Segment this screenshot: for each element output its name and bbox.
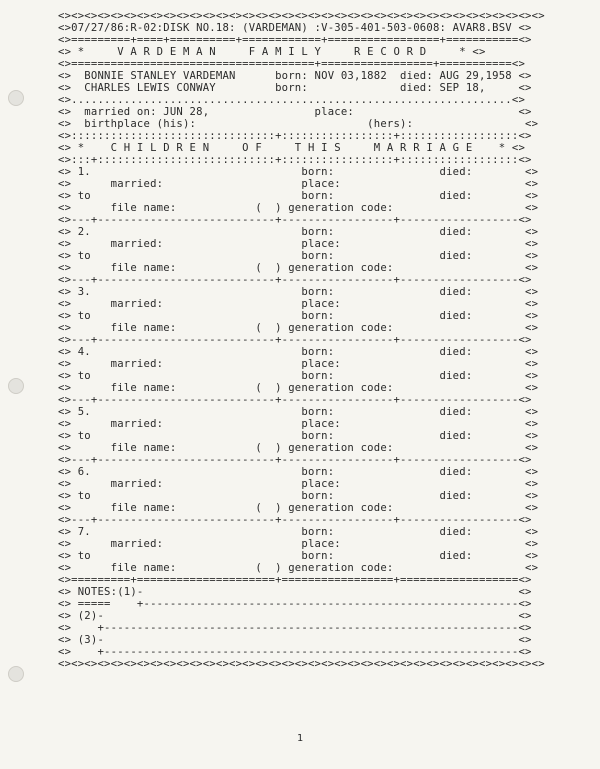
form-line: <> file name: ( ) generation code: <> [58, 502, 539, 514]
form-line: <> file name: ( ) generation code: <> [58, 262, 539, 274]
binder-hole-bottom [8, 666, 24, 682]
form-line: <> +---------------------------------------------------------------<> [58, 622, 532, 634]
form-line: <>---+---------------------------+-----------------+------------------<> [58, 334, 532, 346]
form-line: <>07/27/86:R-02:DISK NO.18: (VARDEMAN) :V-305-401-503-0608: AVAR8.BSV <> [58, 22, 532, 34]
form-line: <> to born: died: <> [58, 250, 539, 262]
form-line: <> ===== +---------------------------------------------------------<> [58, 598, 532, 610]
form-line: <>---+---------------------------+-----------------+------------------<> [58, 394, 532, 406]
form-line: <> file name: ( ) generation code: <> [58, 442, 539, 454]
form-line: <> to born: died: <> [58, 550, 539, 562]
form-line: <>---+---------------------------+-----------------+------------------<> [58, 214, 532, 226]
form-line: <> to born: died: <> [58, 370, 539, 382]
form-line: <>...................................................................<> [58, 94, 526, 106]
form-line: <> NOTES:(1)- <> [58, 586, 532, 598]
form-line: <>=========+=====================+=================+==================<> [58, 574, 532, 586]
form-line: <> 6. born: died: <> [58, 466, 539, 478]
form-line: <> birthplace (his): (hers): <> [58, 118, 539, 130]
form-line: <> * V A R D E M A N F A M I L Y R E C O R D * <> [58, 46, 486, 58]
page-number: 1 [296, 733, 304, 744]
form-line: <><><><><><><><><><><><><><><><><><><><><><><><><><><><><><><><><><><><><> [58, 10, 545, 22]
form-line: <>:::+:::::::::::::::::::::::::::+:::::::::::::::::+::::::::::::::::::<> [58, 154, 532, 166]
form-line: <>:::::::::::::::::::::::::::::::+:::::::::::::::::+::::::::::::::::::<> [58, 130, 532, 142]
form-line: <> to born: died: <> [58, 490, 539, 502]
form-line: <> to born: died: <> [58, 430, 539, 442]
form-line: <>=====================================+=================+===========<> [58, 58, 526, 70]
form-line: <> married: place: <> [58, 178, 539, 190]
form-line: <> CHARLES LEWIS CONWAY born: died: SEP 18, <> [58, 82, 532, 94]
form-line: <> (2)- <> [58, 610, 532, 622]
form-line: <> BONNIE STANLEY VARDEMAN born: NOV 03,1882 died: AUG 29,1958 <> [58, 70, 532, 82]
form-line: <> married: place: <> [58, 538, 539, 550]
binder-hole-top [8, 90, 24, 106]
form-line: <> file name: ( ) generation code: <> [58, 382, 539, 394]
form-line: <> 7. born: died: <> [58, 526, 539, 538]
binder-hole-middle [8, 378, 24, 394]
form-line: <> * C H I L D R E N O F T H I S M A R R I A G E * <> [58, 142, 526, 154]
form-line: <> married on: JUN 28, place: <> [58, 106, 532, 118]
form-line: <> 5. born: died: <> [58, 406, 539, 418]
form-line: <> married: place: <> [58, 418, 539, 430]
form-line: <> to born: died: <> [58, 310, 539, 322]
form-line: <><><><><><><><><><><><><><><><><><><><><><><><><><><><><><><><><><><><><> [58, 658, 545, 670]
form-line: <> file name: ( ) generation code: <> [58, 322, 539, 334]
form-line: <> file name: ( ) generation code: <> [58, 202, 539, 214]
form-line: <> 2. born: died: <> [58, 226, 539, 238]
form-line: <> 1. born: died: <> [58, 166, 539, 178]
form-line: <>=========+====+==========+============+=================+===========<> [58, 34, 532, 46]
form-line: <> married: place: <> [58, 238, 539, 250]
form-line: <> 3. born: died: <> [58, 286, 539, 298]
form-line: <>---+---------------------------+-----------------+------------------<> [58, 514, 532, 526]
form-line: <> (3)- <> [58, 634, 532, 646]
form-line: <>---+---------------------------+-----------------+------------------<> [58, 454, 532, 466]
form-line: <> married: place: <> [58, 358, 539, 370]
form-line: <> 4. born: died: <> [58, 346, 539, 358]
form-line: <> +---------------------------------------------------------------<> [58, 646, 532, 658]
form-line: <> file name: ( ) generation code: <> [58, 562, 539, 574]
form-line: <>---+---------------------------+-----------------+------------------<> [58, 274, 532, 286]
form-line: <> married: place: <> [58, 298, 539, 310]
form-line: <> married: place: <> [58, 478, 539, 490]
form-line: <> to born: died: <> [58, 190, 539, 202]
